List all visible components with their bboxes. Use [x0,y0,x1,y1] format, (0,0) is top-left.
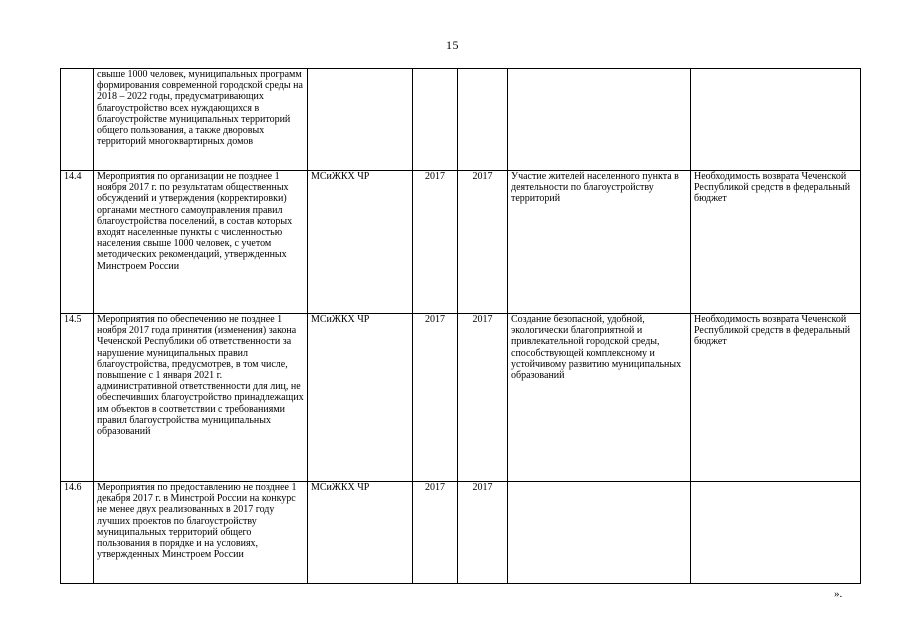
end-year-cell [458,69,508,171]
start-year-cell: 2017 [413,314,458,482]
row-number: 14.5 [61,314,94,482]
consequence-cell [691,69,861,171]
event-cell: Мероприятия по обеспечению не позднее 1 ноября 2017 года принятия (изменения) закона Чеченской Республики об ответственности за нарушение муниципальных правил благоустройства, предусмотрев, в том числе, повышение с 1 января 2021 г. административной ответственности для лиц, не обеспечивших благоустройство принадлежащих им объектов в соответствии с требованиями правил благоустройства муниципальных образований [94,314,308,482]
closing-quote-mark: ». [834,588,843,600]
table-row [61,482,861,584]
start-year-cell [413,69,458,171]
executor-cell: МСиЖКХ ЧР [308,171,413,314]
event-cell: свыше 1000 человек, муниципальных программ формирования современной городской среды на 2018 – 2022 годы, предусматривающих благоустройство всех нуждающихся в благоустройстве муниципальных территорий общего пользования, а также дворовых территорий многоквартирных домов [94,69,308,171]
event-cell: Мероприятия по предоставлению не позднее 1 декабря 2017 г. в Минстрой России на конкурс не менее двух реализованных в 2017 году лучших проектов по благоустройству муниципальных территорий общего пользования в порядке и на условиях, утвержденных Минстроем России [94,482,308,584]
table-row [61,171,861,314]
row-number [61,69,94,171]
end-year-cell: 2017 [458,482,508,584]
row-number: 14.4 [61,171,94,314]
result-cell [508,482,691,584]
start-year-cell: 2017 [413,482,458,584]
result-cell [508,69,691,171]
row-number: 14.6 [61,482,94,584]
table-row [61,69,861,171]
executor-cell: МСиЖКХ ЧР [308,482,413,584]
end-year-cell: 2017 [458,314,508,482]
end-year-cell: 2017 [458,171,508,314]
event-cell: Мероприятия по организации не позднее 1 ноября 2017 г. по результатам общественных обсуждений и утверждения (корректировки) органами местного самоуправления правил благоустройства поселений, в состав которых входят населенные пункты с численностью населения свыше 1000 человек, с учетом методических рекомендаций, утвержденных Минстроем России [94,171,308,314]
table-row [61,314,861,482]
executor-cell: МСиЖКХ ЧР [308,314,413,482]
result-cell: Создание безопасной, удобной, экологически благоприятной и привлекательной городской среды, способствующей комплексному и устойчивому развитию муниципальных образований [508,314,691,482]
consequence-cell: Необходимость возврата Чеченской Республикой средств в федеральный бюджет [691,314,861,482]
consequence-cell [691,482,861,584]
page-number: 15 [446,38,459,52]
start-year-cell: 2017 [413,171,458,314]
result-cell: Участие жителей населенного пункта в деятельности по благоустройству территорий [508,171,691,314]
executor-cell [308,69,413,171]
measures-table [60,68,861,584]
consequence-cell: Необходимость возврата Чеченской Республикой средств в федеральный бюджет [691,171,861,314]
